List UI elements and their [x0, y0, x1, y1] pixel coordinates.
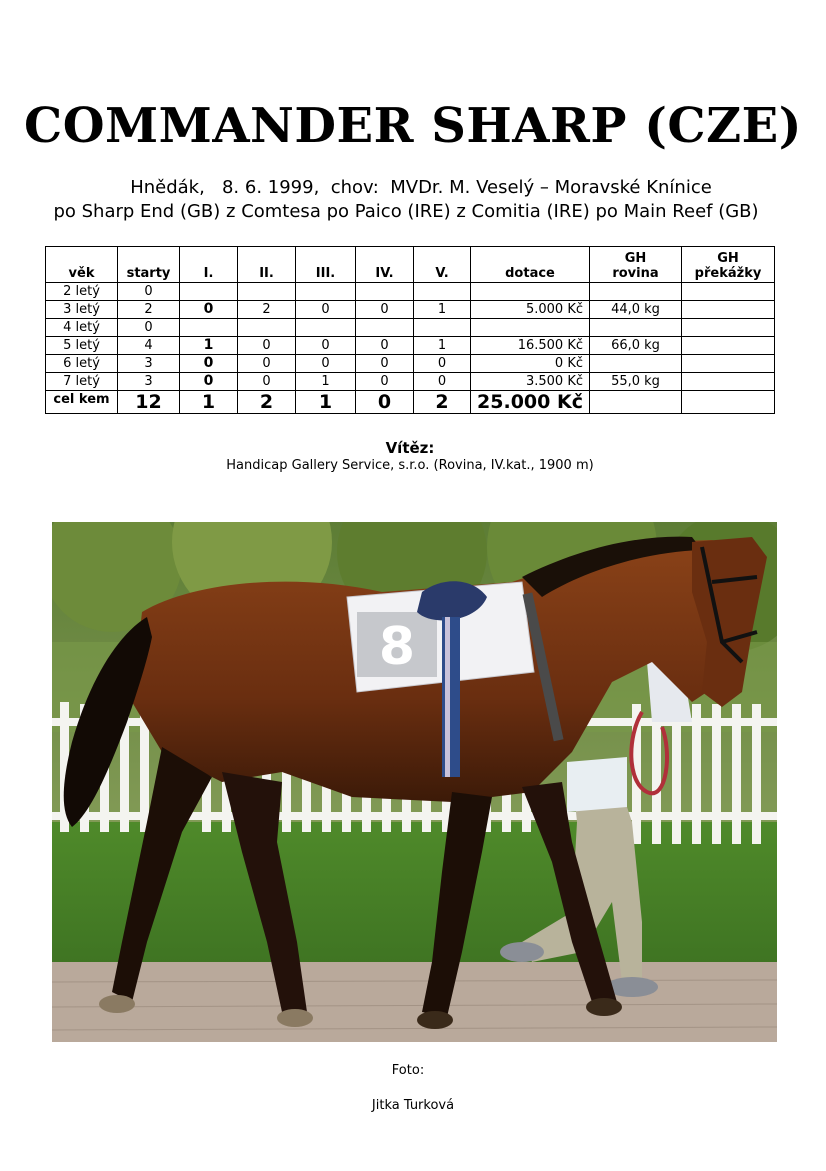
cell-gh-hurdle [682, 283, 775, 301]
cell-fourth: 0 [356, 373, 414, 391]
cell-prize [471, 283, 590, 301]
table-row [46, 337, 775, 355]
cell-fourth: 0 [356, 337, 414, 355]
horse-photo [52, 522, 777, 1042]
horse-photo-illustration [52, 522, 777, 1042]
cell-gh-hurdle [682, 337, 775, 355]
cell-first: 0 [180, 373, 238, 391]
cell-age: 4 letý [46, 319, 118, 337]
cell-starts: 3 [118, 355, 180, 373]
cell-prize: 0 Kč [471, 355, 590, 373]
header-gh-flat-line1: GH [624, 251, 647, 266]
header-first: I. [180, 247, 238, 283]
winner-heading: Vítěz: [385, 439, 435, 457]
table-header-row [46, 247, 775, 283]
cell-third: 0 [296, 355, 356, 373]
cell-second: 0 [238, 373, 296, 391]
total-third: 1 [296, 391, 356, 414]
header-age: věk [46, 247, 118, 283]
cell-third: 0 [296, 337, 356, 355]
cell-starts: 0 [118, 283, 180, 301]
horse-details: Hnědák, 8. 6. 1999, chov: MVDr. M. Veselý – Moravské Knínice [130, 177, 712, 198]
cell-first: 0 [180, 355, 238, 373]
cell-second: 2 [238, 301, 296, 319]
cell-age: 3 letý [46, 301, 118, 319]
total-prize: 25.000 Kč [471, 391, 590, 414]
cell-first [180, 283, 238, 301]
cell-prize: 16.500 Kč [471, 337, 590, 355]
cell-fifth: 1 [414, 301, 471, 319]
total-gh-flat [590, 391, 682, 414]
cell-third: 1 [296, 373, 356, 391]
table-row [46, 355, 775, 373]
header-third: III. [296, 247, 356, 283]
page-title: COMMANDER SHARP (CZE) [24, 98, 802, 154]
header-second: II. [238, 247, 296, 283]
header-prize: dotace [471, 247, 590, 283]
total-first: 1 [180, 391, 238, 414]
cell-prize [471, 319, 590, 337]
cell-second: 0 [238, 337, 296, 355]
table-total-row [46, 391, 775, 414]
cell-fourth: 0 [356, 301, 414, 319]
cell-fourth [356, 283, 414, 301]
cell-second [238, 283, 296, 301]
total-starts: 12 [118, 391, 180, 414]
cell-starts: 3 [118, 373, 180, 391]
header-gh-hurdle-line2: překážky [694, 266, 762, 281]
header-gh-flat-line2: rovina [612, 266, 659, 281]
total-fourth: 0 [356, 391, 414, 414]
cell-gh-flat: 66,0 kg [590, 337, 682, 355]
cell-gh-hurdle [682, 301, 775, 319]
photo-credit-label: Foto: [391, 1063, 425, 1078]
cell-age: 2 letý [46, 283, 118, 301]
photo-credit-name: Jitka Turková [371, 1098, 455, 1113]
cell-third [296, 283, 356, 301]
cell-second: 0 [238, 355, 296, 373]
cell-fifth [414, 319, 471, 337]
saddle-cloth-number: 8 [378, 617, 416, 677]
pedigree: po Sharp End (GB) z Comtesa po Paico (IRE) z Comitia (IRE) po Main Reef (GB) [53, 201, 759, 222]
cell-age: 5 letý [46, 337, 118, 355]
cell-gh-flat: 55,0 kg [590, 373, 682, 391]
cell-gh-flat: 44,0 kg [590, 301, 682, 319]
total-second: 2 [238, 391, 296, 414]
cell-third [296, 319, 356, 337]
cell-third: 0 [296, 301, 356, 319]
cell-prize: 3.500 Kč [471, 373, 590, 391]
cell-prize: 5.000 Kč [471, 301, 590, 319]
cell-fourth: 0 [356, 355, 414, 373]
header-fifth: V. [414, 247, 471, 283]
total-fifth: 2 [414, 391, 471, 414]
cell-gh-hurdle [682, 373, 775, 391]
table-row [46, 319, 775, 337]
table-row [46, 301, 775, 319]
cell-first [180, 319, 238, 337]
cell-age: 7 letý [46, 373, 118, 391]
total-label: cel kem [46, 391, 118, 414]
cell-gh-hurdle [682, 319, 775, 337]
header-fourth: IV. [356, 247, 414, 283]
cell-first: 0 [180, 301, 238, 319]
header-gh-hurdle-line1: GH [717, 251, 739, 266]
cell-starts: 0 [118, 319, 180, 337]
cell-fifth: 1 [414, 337, 471, 355]
cell-fifth [414, 283, 471, 301]
table-row [46, 373, 775, 391]
cell-age: 6 letý [46, 355, 118, 373]
cell-gh-hurdle [682, 355, 775, 373]
cell-fifth: 0 [414, 355, 471, 373]
race-record-table [45, 246, 775, 414]
winner-race: Handicap Gallery Service, s.r.o. (Rovina, IV.kat., 1900 m) [226, 458, 594, 473]
cell-fourth [356, 319, 414, 337]
cell-second [238, 319, 296, 337]
cell-gh-flat [590, 283, 682, 301]
cell-gh-flat [590, 355, 682, 373]
total-gh-hurdle [682, 391, 775, 414]
cell-first: 1 [180, 337, 238, 355]
header-starts: starty [118, 247, 180, 283]
cell-starts: 4 [118, 337, 180, 355]
cell-gh-flat [590, 319, 682, 337]
cell-fifth: 0 [414, 373, 471, 391]
cell-starts: 2 [118, 301, 180, 319]
header-gh-flat [590, 247, 682, 283]
table-row [46, 283, 775, 301]
header-gh-hurdle [682, 247, 775, 283]
